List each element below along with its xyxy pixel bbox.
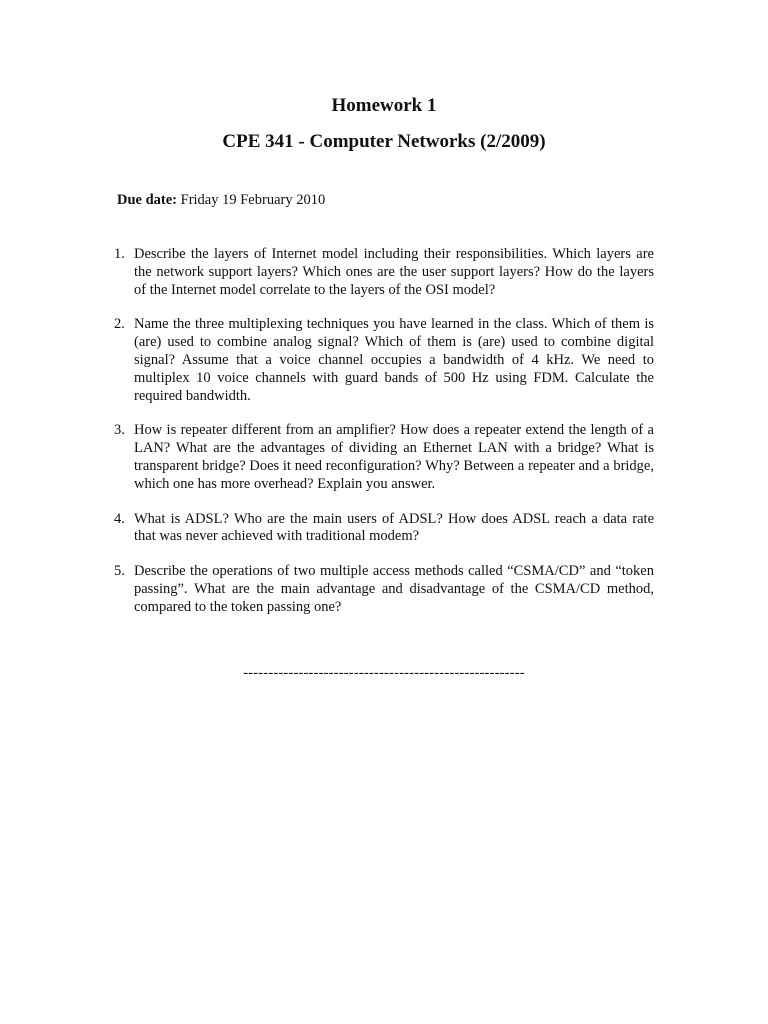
question-number: 4. xyxy=(114,510,125,527)
question-text: Name the three multiplexing techniques you have learned in the class. Which of them is (are) used to combine analog signal? Which of them is (are) used to combine digital signal? Assume that a voice channel occupies a bandwidth of 4 kHz. We need to multiplex 10 voice channels with guard bands of 500 Hz using FDM. Calculate the required bandwidth. xyxy=(134,316,654,404)
question-text: How is repeater different from an amplifier? How does a repeater extend the length of a LAN? What are the advantages of dividing an Ethernet LAN with a bridge? What is transparent bridge? Does it need reconfiguration? Why? Between a repeater and a bridge, which one has more overhead? Explain you answer. xyxy=(134,422,654,492)
question-number: 5. xyxy=(114,563,125,580)
question-text: What is ADSL? Who are the main users of ADSL? How does ADSL reach a data rate that was never achieved with traditional modem? xyxy=(134,510,654,545)
document-title: Homework 1 xyxy=(331,95,437,116)
question-number: 2. xyxy=(114,316,125,333)
question-number: 3. xyxy=(114,422,125,439)
question-item-1 xyxy=(114,246,654,299)
question-list xyxy=(114,246,654,634)
question-item-3 xyxy=(114,422,654,493)
question-number: 1. xyxy=(114,246,125,262)
due-date-value: Friday 19 February 2010 xyxy=(177,192,326,208)
course-title: CPE 341 - Computer Networks (2/2009) xyxy=(222,131,546,152)
due-date xyxy=(117,191,325,209)
end-divider: -------------------------------------------------------- xyxy=(243,665,525,681)
due-date-label: Due date: xyxy=(117,192,178,208)
question-item-4 xyxy=(114,511,654,547)
question-item-2 xyxy=(114,316,654,405)
question-text: Describe the operations of two multiple access methods called “CSMA/CD” and “token passing”. What are the main advantage and disadvantage of the CSMA/CD method, compared to the token passing one? xyxy=(134,563,654,615)
question-text: Describe the layers of Internet model including their responsibilities. Which layers are the network support layers? Which ones are the user support layers? How do the layers of the Internet model correlate to the layers of the OSI model? xyxy=(134,246,654,298)
question-item-5 xyxy=(114,563,654,616)
